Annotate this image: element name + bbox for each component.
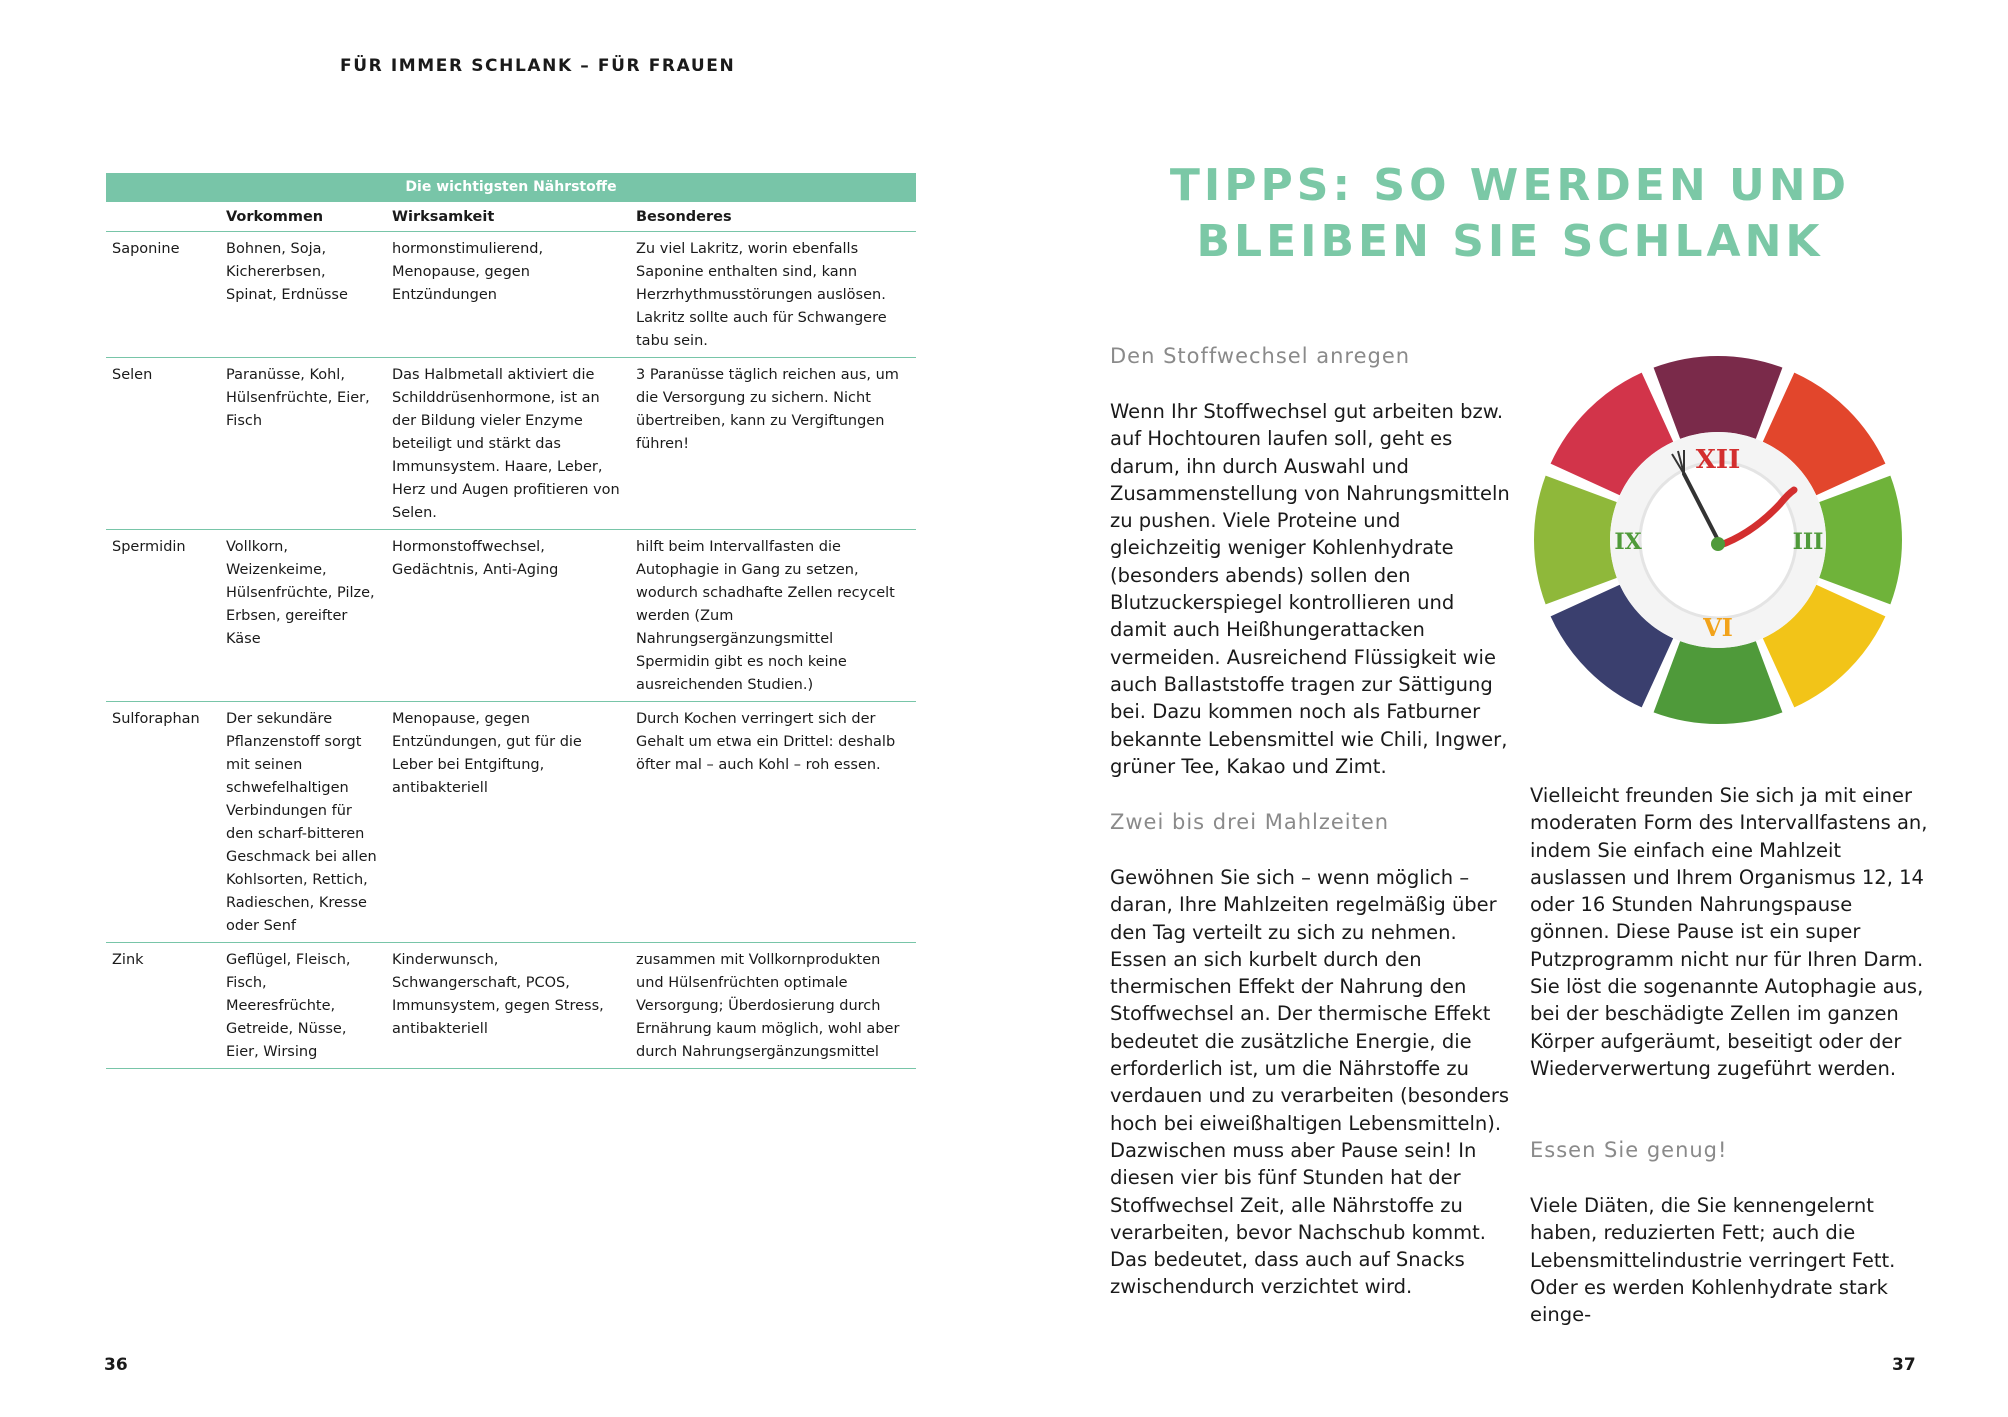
table-cell: Hormonstoffwechsel, Gedächtnis, Anti-Aging — [386, 530, 630, 702]
table-cell: Paranüsse, Kohl, Hülsenfrüchte, Eier, Fisch — [220, 358, 386, 530]
table-cell: Bohnen, Soja, Kichererbsen, Spinat, Erdnüsse — [220, 232, 386, 358]
section-text-fasting: Vielleicht freunden Sie sich ja mit einer moderaten Form des Intervallfastens an, indem Sie einfach eine Mahlzeit auslassen und Ihrem Organismus 12, 14 oder 16 Stunden Nahrungspause gönnen. Diese Pause ist ein super Putzprogramm nicht nur für Ihren Darm. Sie löst die sogenannte Autophagie aus, bei der beschädigte Zellen im ganzen Körper aufgeräumt, beseitigt oder der Wiederverwertung zugeführt werden. — [1530, 784, 1928, 1080]
table-cell: zusammen mit Vollkornprodukten und Hülsenfrüchten optimale Versorgung; Überdosierung durch Ernährung kaum möglich, wohl aber durch Nahrungsergänzungsmittel — [630, 943, 916, 1069]
table-cell: hormonstimulierend, Menopause, gegen Entzündungen — [386, 232, 630, 358]
running-head: FÜR IMMER SCHLANK – FÜR FRAUEN — [340, 56, 736, 76]
table-header-cell: Besonderes — [630, 202, 916, 232]
table-cell: Geflügel, Fleisch, Fisch, Meeresfrüchte, Getreide, Nüsse, Eier, Wirsing — [220, 943, 386, 1069]
table-cell: Kinderwunsch, Schwangerschaft, PCOS, Immunsystem, gegen Stress, antibakteriell — [386, 943, 630, 1069]
headline-line: BLEIBEN SIE SCHLANK — [1196, 216, 1824, 267]
segment-lettuce — [1819, 476, 1902, 605]
segment-grapes — [1654, 356, 1783, 439]
clock-numeral-3: III — [1792, 529, 1824, 555]
table-row — [106, 702, 916, 943]
table-cell: Zu viel Lakritz, worin ebenfalls Saponine enthalten sind, kann Herzrhythmusstörungen auslösen. Lakritz sollte auch für Schwangere tabu sein. — [630, 232, 916, 358]
nutrient-table-grid — [106, 202, 916, 1069]
table-cell: Der sekundäre Pflanzenstoff sorgt mit seinen schwefelhaltigen Verbindungen für den scharf-bitteren Geschmack bei allen Kohlsorten, Rettich, Radieschen, Kresse oder Senf — [220, 702, 386, 943]
section-text-meals: Gewöhnen Sie sich – wenn möglich – daran, Ihre Mahlzeiten regelmäßig über den Tag verteilt zu sich zu nehmen. Essen an sich kurbelt durch den thermischen Effekt der Nahrung den Stoffwechsel an. Der thermische Effekt bedeutet die zusätzliche Energie, die erforderlich ist, um die Nährstoffe zu verdauen und zu verarbeiten (besonders hoch bei eiweißhaltigen Lebensmitteln). Dazwischen muss aber Pause sein! In diesen vier bis fünf Stunden hat der Stoffwechsel Zeit, alle Nährstoffe zu verarbeiten, bevor Nachschub kommt. Das bedeutet, dass auch auf Snacks zwischendurch verzichtet wird. — [1110, 866, 1510, 1299]
table-header-cell — [106, 202, 220, 232]
clock-numeral-9: IX — [1614, 529, 1642, 555]
clock-numeral-12: XII — [1695, 445, 1741, 475]
table-cell: Menopause, gegen Entzündungen, gut für die Leber bei Entgiftung, antibakteriell — [386, 702, 630, 943]
table-cell: 3 Paranüsse täglich reichen aus, um die Versorgung zu sichern. Nicht übertreiben, kann zu Vergiftungen führen! — [630, 358, 916, 530]
section-heading-metabolism: Den Stoffwechsel anregen — [1110, 344, 1411, 368]
segment-peas — [1654, 641, 1783, 724]
page-number-right: 37 — [1892, 1355, 1916, 1375]
table-cell: Vollkorn, Weizenkeime, Hülsenfrüchte, Pilze, Erbsen, gereifter Käse — [220, 530, 386, 702]
table-row — [106, 530, 916, 702]
table-cell: hilft beim Intervallfasten die Autophagie in Gang zu setzen, wodurch schadhafte Zellen recycelt werden (Zum Nahrungsergänzungsmittel Spermidin gibt es noch keine ausreichenden Studien.) — [630, 530, 916, 702]
section-text-metabolism: Wenn Ihr Stoffwechsel gut arbeiten bzw. auf Hochtouren laufen soll, geht es darum, ihn durch Auswahl und Zusammenstellung von Nahrungsmitteln zu pushen. Viele Proteine und gleichzeitig weniger Kohlenhydrate (besonders abends) sollen den Blutzuckerspiegel kontrollieren und damit auch Heißhungerattacken vermeiden. Ausreichend Flüssigkeit wie auch Ballaststoffe tragen zur Sättigung bei. Dazu kommen noch als Fatburner bekannte Lebensmittel wie Chili, Ingwer, grüner Tee, Kakao und Zimt. — [1110, 400, 1510, 778]
table-row — [106, 943, 916, 1069]
table-cell: Das Halbmetall aktiviert die Schilddrüsenhormone, ist an der Bildung vieler Enzyme beteiligt und stärkt das Immunsystem. Haare, Leber, Herz und Augen profitieren von Selen. — [386, 358, 630, 530]
page-headline — [1100, 158, 1920, 270]
nutrient-table — [106, 173, 916, 1069]
table-header-cell: Wirksamkeit — [386, 202, 630, 232]
food-clock-illustration — [1532, 354, 1904, 726]
table-title: Die wichtigsten Nährstoffe — [106, 173, 916, 202]
page-number-left: 36 — [104, 1355, 128, 1375]
table-row — [106, 358, 916, 530]
table-cell: Durch Kochen verringert sich der Gehalt um etwa ein Drittel: deshalb öfter mal – auch Kohl – roh essen. — [630, 702, 916, 943]
segment-kiwi — [1534, 476, 1617, 605]
table-cell: Selen — [106, 358, 220, 530]
headline-line: TIPPS: SO WERDEN UND — [1169, 160, 1851, 211]
section-heading-meals: Zwei bis drei Mahlzeiten — [1110, 810, 1390, 834]
section-heading-eat-enough: Essen Sie genug! — [1530, 1138, 1728, 1162]
table-header-row — [106, 202, 916, 232]
clock-numeral-6: VI — [1703, 613, 1733, 642]
section-text-eat-enough: Viele Diäten, die Sie kennengelernt haben, reduzierten Fett; auch die Lebensmittelindustrie verringert Fett. Oder es werden Kohlenhydrate stark einge- — [1530, 1194, 1896, 1327]
table-cell: Sulforaphan — [106, 702, 220, 943]
table-cell: Spermidin — [106, 530, 220, 702]
clock-center — [1711, 537, 1725, 551]
table-cell: Saponine — [106, 232, 220, 358]
table-row — [106, 232, 916, 358]
table-header-cell: Vorkommen — [220, 202, 386, 232]
table-cell: Zink — [106, 943, 220, 1069]
